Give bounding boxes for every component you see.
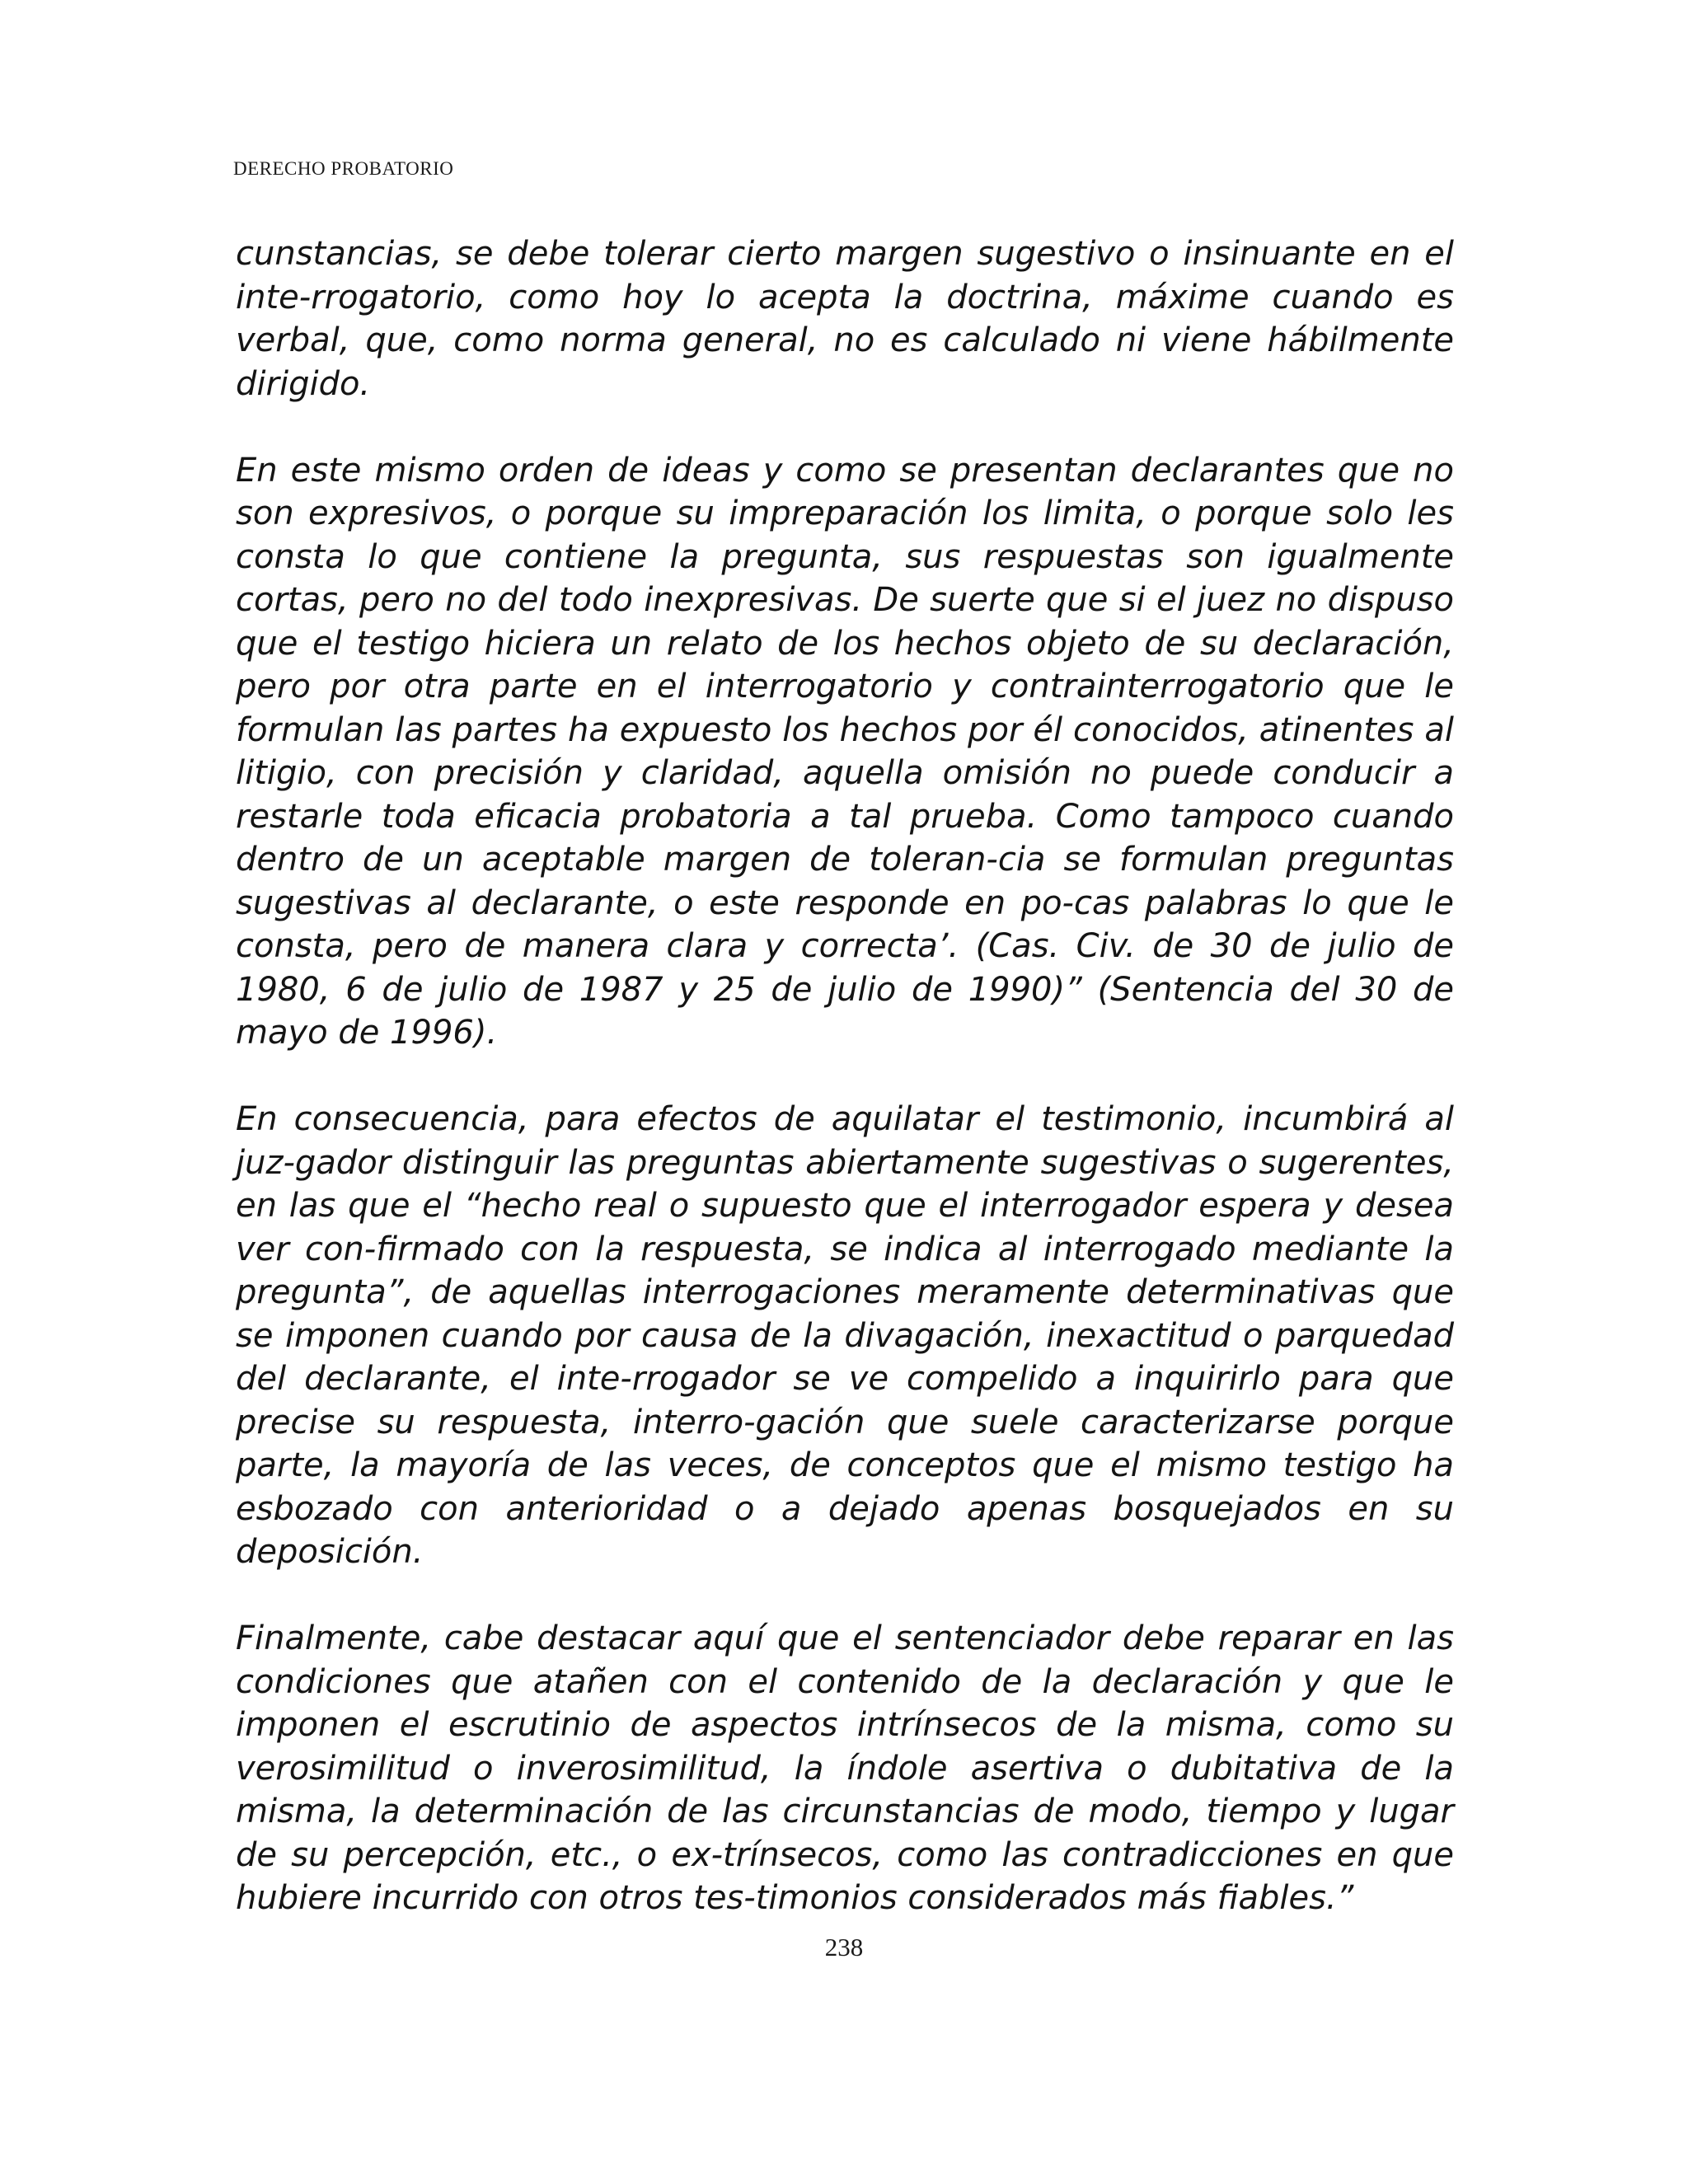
page-number: 238 (824, 1933, 864, 1961)
paragraph-2: En este mismo orden de ideas y como se presentan declarantes que no son expresivos, o porque su impreparación los limita, o porque solo les consta lo que contiene la pregunta, sus respuestas son igualmente cortas, pero no del todo inexpresivas. De suerte que si el juez no dispuso que el testigo hiciera un relato de los hechos objeto de su declaración, pero por otra parte en el interrogatorio y contrainterrogatorio que le formulan las partes ha expuesto los hechos por él conocidos, atinentes al litigio, con precisión y claridad, aquella omisión no puede conducir a restarle toda eficacia probatoria a tal prueba. Como tampoco cuando dentro de un aceptable margen de toleran-cia se formulan preguntas sugestivas al declarante, o este responde en po-cas palabras lo que le consta, pero de manera clara y correcta’. (Cas. Civ. de 30 de julio de 1980, 6 de julio de 1987 y 25 de julio de 1990)” (Sentencia del 30 de mayo de 1996). (236, 451, 1454, 1052)
running-header: DERECHO PROBATORIO (233, 158, 454, 179)
body-text (236, 232, 1454, 1920)
paragraph-4: Finalmente, cabe destacar aquí que el sentenciador debe reparar en las condiciones que atañen con el contenido de la declaración y que le imponen el escrutinio de aspectos intrínsecos de la misma, como su verosimilitud o inverosimilitud, la índole asertiva o dubitativa de la misma, la determinación de las circunstancias de modo, tiempo y lugar de su percepción, etc., o ex-trínsecos, como las contradicciones en que hubiere incurrido con otros tes-timonios considerados más fiables.” (236, 1619, 1454, 1917)
paragraph-3: En consecuencia, para efectos de aquilatar el testimonio, incumbirá al juz-gador distinguir las preguntas abiertamente sugestivas o sugerentes, en las que el “hecho real o supuesto que el interrogador espera y desea ver con-firmado con la respuesta, se indica al interrogado mediante la pregunta”, de aquellas interrogaciones meramente determinativas que se imponen cuando por causa de la divagación, inexactitud o parquedad del declarante, el inte-rrogador se ve compelido a inquirirlo para que precise su respuesta, interro-gación que suele caracterizarse porque parte, la mayoría de las veces, de conceptos que el mismo testigo ha esbozado con anterioridad o a dejado apenas bosquejados en su deposición. (236, 1100, 1454, 1571)
paragraph-1: cunstancias, se debe tolerar cierto margen sugestivo o insinuante en el inte-rrogatorio, como hoy lo acepta la doctrina, máxime cuando es verbal, que, como norma general, no es calculado ni viene hábilmente dirigido. (236, 235, 1454, 403)
